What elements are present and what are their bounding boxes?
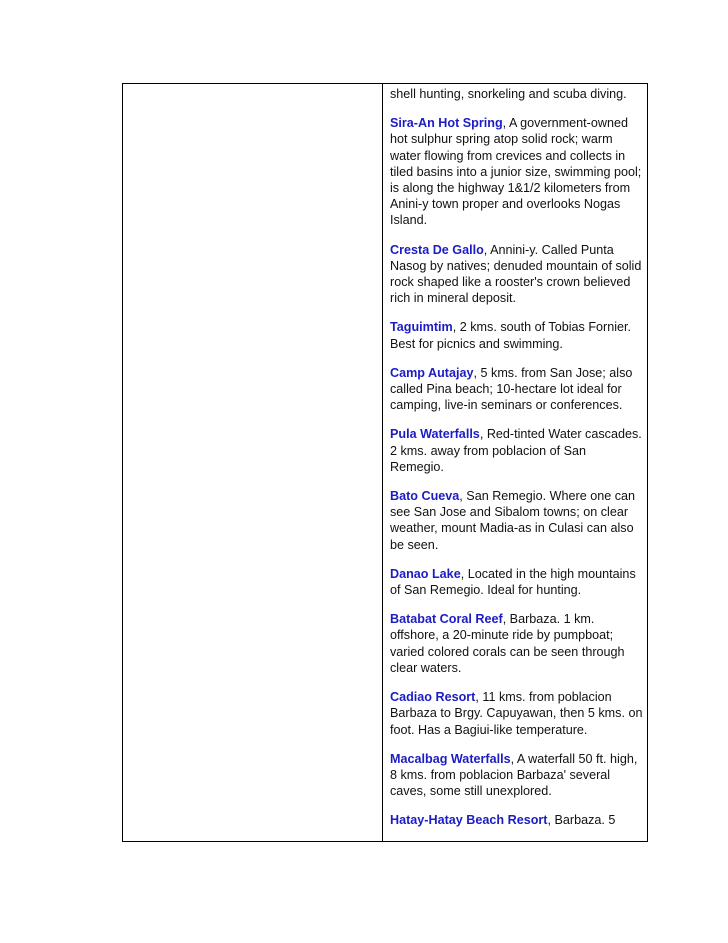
entry-batabat-coral-reef	[390, 611, 643, 676]
entry-text: , 5 kms. from San Jose; also called Pina beach; 10-hectare lot ideal for camping, live-in seminars or conferences.	[390, 365, 633, 413]
entry-name: Hatay-Hatay Beach Resort	[390, 813, 548, 828]
document-table	[122, 83, 648, 842]
entry-name: Macalbag Waterfalls	[390, 751, 511, 766]
entry-text: , 11 kms. from poblacion Barbaza to Brgy. Capuyawan, then 5 kms. on foot. Has a Bagiui-like temperature.	[390, 690, 643, 737]
entry-name: Sira-An Hot Spring	[390, 116, 503, 131]
intro-continuation: shell hunting, snorkeling and scuba diving.	[390, 87, 627, 101]
entry-name: Pula Waterfalls	[390, 427, 480, 442]
entry-hatay-hatay-beach-resort	[390, 812, 643, 828]
entry-sira-an-hot-spring	[390, 115, 643, 228]
column-divider	[382, 84, 383, 841]
entry-name: Cadiao Resort	[390, 690, 476, 705]
entry-text: , San Remegio. Where one can see San Jose and Sibalom towns; on clear weather, mount Madia-as in Culasi can also be seen.	[390, 489, 636, 552]
entry-text: , 2 kms. south of Tobias Fornier. Best for picnics and swimming.	[390, 320, 632, 351]
entry-name: Camp Autajay	[390, 365, 474, 380]
entry-name: Taguimtim	[390, 320, 453, 335]
entry-cresta-de-gallo	[390, 242, 643, 307]
entry-macalbag-waterfalls	[390, 751, 643, 800]
entry-text: , Red-tinted Water cascades. 2 kms. away from poblacion of San Remegio.	[390, 427, 642, 474]
entry-text: , Barbaza. 5	[547, 813, 616, 828]
entry-text: , Located in the high mountains of San Remegio. Ideal for hunting.	[390, 566, 636, 598]
entry-text: , A waterfall 50 ft. high, 8 kms. from poblacion Barbaza' several caves, some still unexplored.	[390, 751, 638, 799]
entry-name: Danao Lake	[390, 566, 461, 581]
entry-text: , Barbaza. 1 km. offshore, a 20-minute ride by pumpboat; varied colored corals can be seen through clear waters.	[390, 612, 625, 675]
entry-text: , Annini-y. Called Punta Nasog by natives; denuded mountain of solid rock shaped like a rooster's crown believed rich in mineral deposit.	[390, 242, 642, 306]
entry-text: , A government-owned hot sulphur spring atop solid rock; warm water flowing from crevices and collects in tiled basins into a junior size, swimming pool; is along the highway 1&1/2 kilometers from Anini-y town proper and overlooks Nogas Island.	[390, 116, 642, 228]
entry-cadiao-resort	[390, 689, 643, 738]
entry-name: Batabat Coral Reef	[390, 612, 503, 627]
entry-pula-waterfalls	[390, 426, 643, 475]
attractions-cell	[390, 84, 643, 841]
entry-camp-autajay	[390, 365, 643, 414]
entry-name: Bato Cueva	[390, 489, 460, 504]
entry-taguimtim	[390, 319, 643, 351]
entry-name: Cresta De Gallo	[390, 242, 484, 257]
entry-bato-cueva	[390, 488, 643, 553]
entry-danao-lake	[390, 566, 643, 598]
